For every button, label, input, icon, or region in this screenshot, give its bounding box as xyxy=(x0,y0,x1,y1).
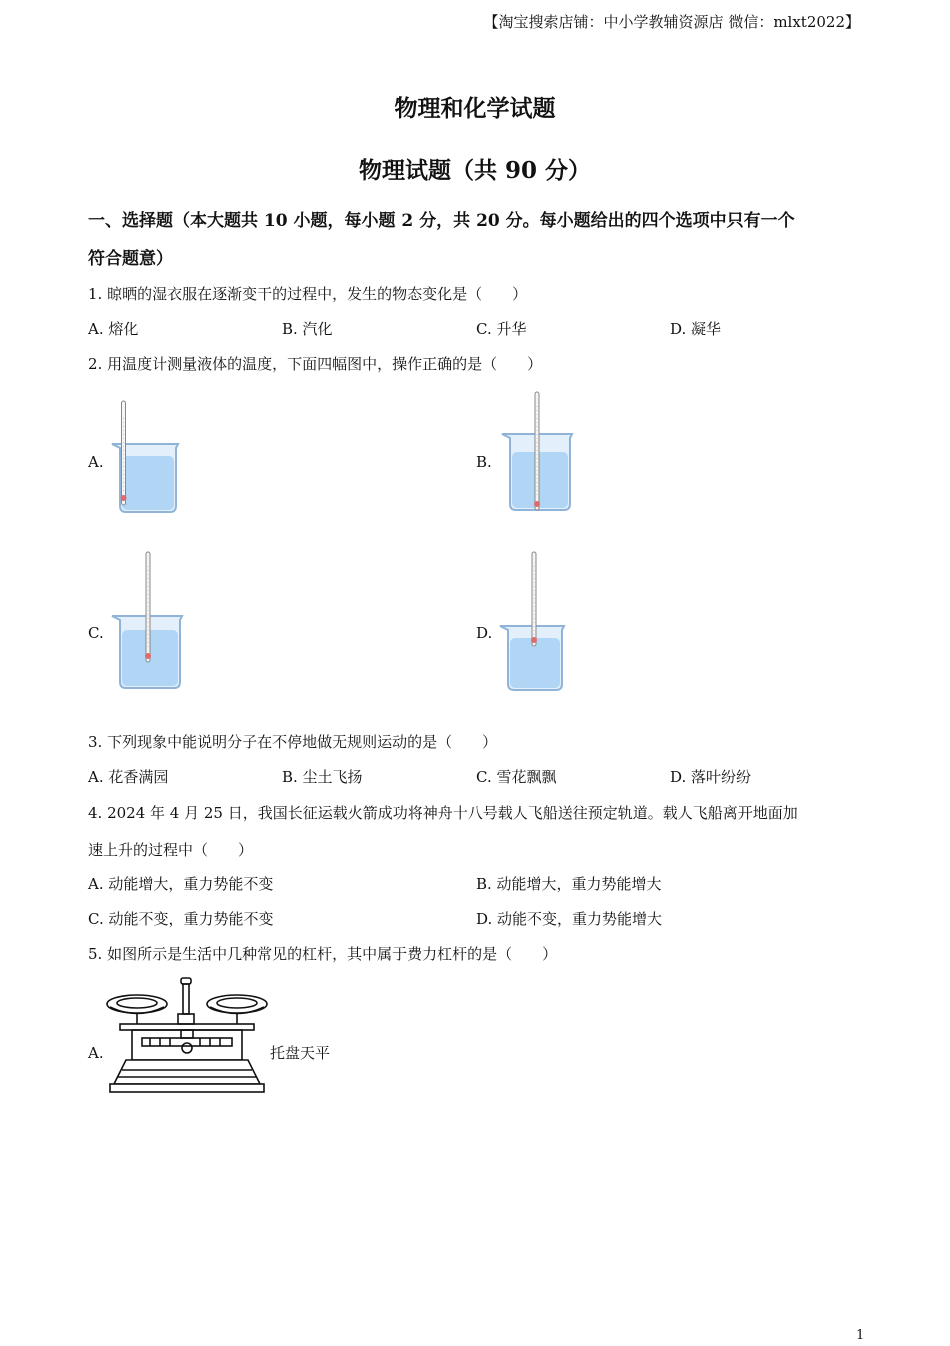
section-heading-line2: 符合题意） xyxy=(88,249,173,269)
question-1-stem: 1. 晾晒的湿衣服在逐渐变干的过程中，发生的物态变化是（ ） xyxy=(88,285,528,303)
q4-option-c: C. 动能不变，重力势能不变 xyxy=(88,910,274,928)
q4-option-d: D. 动能不变，重力势能增大 xyxy=(476,910,663,928)
beaker-figure-d xyxy=(498,550,570,694)
exam-title: 物理和化学试题 xyxy=(394,95,556,122)
q3-option-a: A. 花香满园 xyxy=(88,768,169,786)
q3-option-b: B. 尘土飞扬 xyxy=(282,768,363,786)
q3-option-c: C. 雪花飘飘 xyxy=(476,768,557,786)
question-3-stem: 3. 下列现象中能说明分子在不停地做无规则运动的是（ ） xyxy=(88,733,498,751)
q3-option-d: D. 落叶纷纷 xyxy=(670,768,752,786)
q2-label-d: D. xyxy=(476,624,493,642)
question-4-stem-line1: 4. 2024 年 4 月 25 日，我国长征运载火箭成功将神舟十八号载人飞船送往预定轨道。载人飞船离开地面加 xyxy=(88,804,798,822)
page-number: 1 xyxy=(856,1328,865,1343)
beaker-figure-a xyxy=(108,398,188,516)
q1-option-c: C. 升华 xyxy=(476,320,527,338)
q5-option-a-caption: 托盘天平 xyxy=(270,1044,331,1062)
q1-option-b: B. 汽化 xyxy=(282,320,333,338)
question-2-stem: 2. 用温度计测量液体的温度，下面四幅图中，操作正确的是（ ） xyxy=(88,355,543,373)
q2-label-c: C. xyxy=(88,624,104,642)
q4-option-a: A. 动能增大，重力势能不变 xyxy=(88,875,274,893)
q1-option-d: D. 凝华 xyxy=(670,320,722,338)
header-note: 【淘宝搜索店铺：中小学教辅资源店 微信：mlxt2022】 xyxy=(483,13,860,31)
beaker-figure-c xyxy=(108,550,188,694)
question-5-stem: 5. 如图所示是生活中几种常见的杠杆，其中属于费力杠杆的是（ ） xyxy=(88,945,558,963)
q5-option-a-label: A. xyxy=(88,1044,104,1062)
question-4-stem-line2: 速上升的过程中（ ） xyxy=(88,841,254,859)
q1-option-a: A. 熔化 xyxy=(88,320,139,338)
beaker-figure-b xyxy=(498,390,578,516)
q2-label-b: B. xyxy=(476,453,492,471)
exam-subtitle: 物理试题（共 90 分） xyxy=(358,157,592,184)
q4-option-b: B. 动能增大，重力势能增大 xyxy=(476,875,662,893)
balance-scale-figure xyxy=(104,974,270,1098)
section-heading-line1: 一、选择题（本大题共 10 小题，每小题 2 分，共 20 分。每小题给出的四个选项中只有一个 xyxy=(88,211,795,231)
q2-label-a: A. xyxy=(88,453,104,471)
